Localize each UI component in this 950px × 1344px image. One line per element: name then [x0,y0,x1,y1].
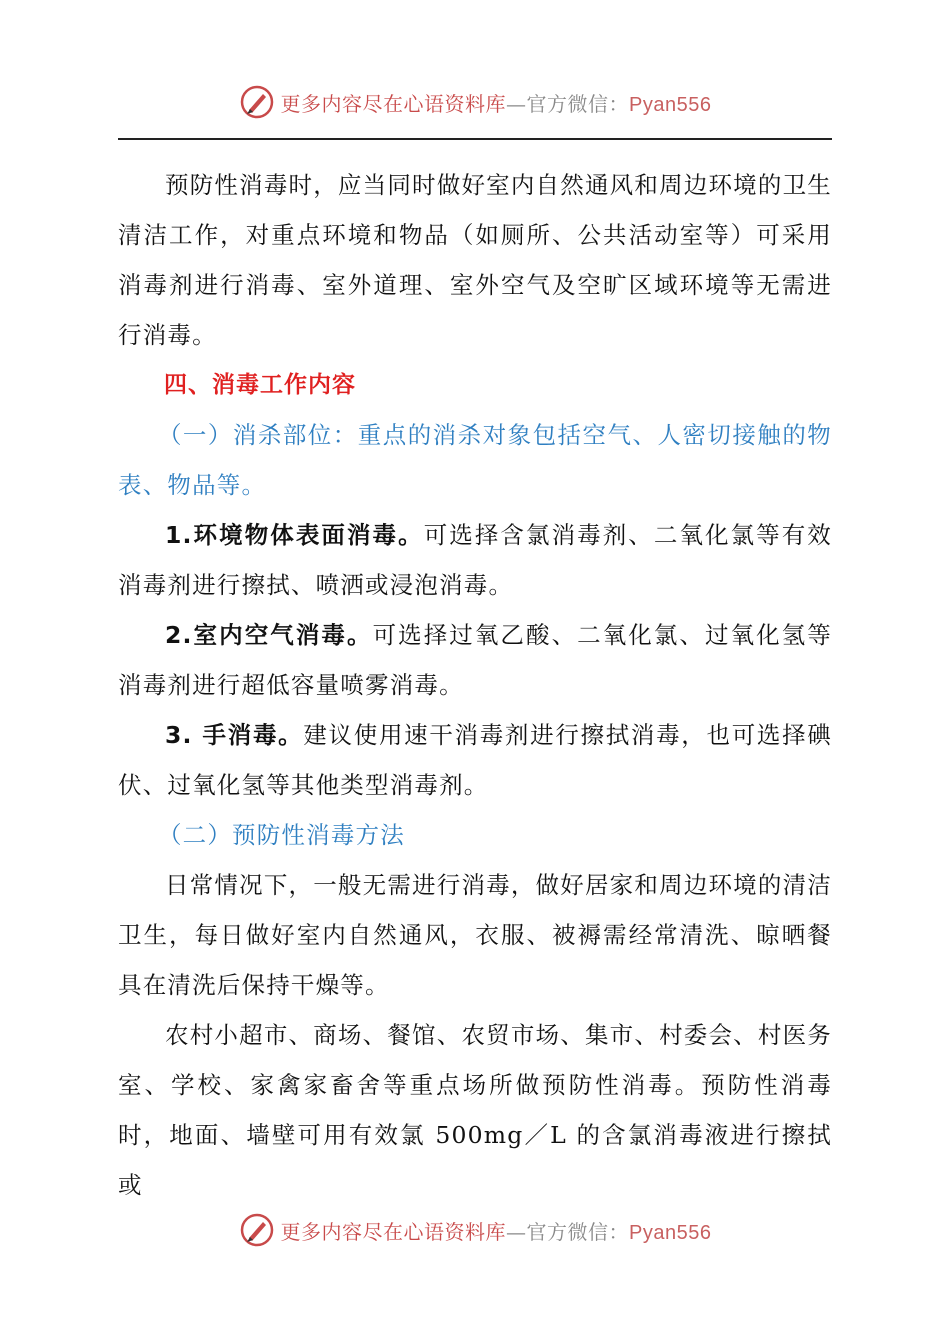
pen-logo-icon [239,84,275,120]
item-3-title: 3. 手消毒。 [165,721,304,749]
document-body [118,160,832,1210]
banner-wechat-id: Pyan556 [629,93,712,116]
banner-main-text: 更多内容尽在心语资料库 [280,91,507,116]
paragraph-2: 日常情况下，一般无需进行消毒，做好居家和周边环境的清洁卫生，每日做好室内自然通风，衣服、被褥需经常清洗、晾晒餐具在清洗后保持干燥等。 [118,871,832,999]
banner-separator: — [506,91,527,116]
item-1 [118,510,832,610]
subheading-4-2: （二）预防性消毒方法 [157,821,405,849]
item-3-text: 建议使用速干消毒剂进行擦拭消毒，也可选择碘伏、过氧化氢等其他类型消毒剂。 [118,721,832,799]
header-banner [0,82,950,122]
footer-wechat-label: 官方微信： [526,1219,630,1244]
item-1-text: 可选择含氯消毒剂、二氧化氯等有效消毒剂进行擦拭、喷洒或浸泡消毒。 [118,521,833,599]
footer-banner [0,1210,950,1250]
section-heading-4: 四、消毒工作内容 [164,372,356,398]
item-1-title: 1.环境物体表面消毒。 [165,521,424,549]
footer-banner-text [281,1216,712,1245]
item-2-text: 可选择过氧乙酸、二氧化氯、过氧化氢等消毒剂进行超低容量喷雾消毒。 [118,621,832,699]
footer-wechat-id: Pyan556 [629,1221,712,1244]
subheading-4-1: （一）消杀部位：重点的消杀对象包括空气、人密切接触的物表、物品等。 [118,421,832,499]
footer-main-text: 更多内容尽在心语资料库 [280,1219,507,1244]
item-2 [118,610,832,710]
paragraph-3: 农村小超市、商场、餐馆、农贸市场、集市、村委会、村医务室、学校、家禽家畜舍等重点场所做预防性消毒。预防性消毒时，地面、墙壁可用有效氯 500mg／L 的含氯消毒液进行擦拭或 [118,1021,832,1199]
pen-logo-icon [239,1212,275,1248]
paragraph-1: 预防性消毒时，应当同时做好室内自然通风和周边环境的卫生清洁工作，对重点环境和物品（如厕所、公共活动室等）可采用消毒剂进行消毒、室外道理、室外空气及空旷区域环境等无需进行消毒。 [118,171,832,349]
item-3 [118,710,832,810]
footer-separator: — [506,1219,527,1244]
item-2-title: 2.室内空气消毒。 [165,621,373,649]
header-rule [118,138,832,140]
banner-text [281,88,712,117]
banner-wechat-label: 官方微信： [526,91,630,116]
